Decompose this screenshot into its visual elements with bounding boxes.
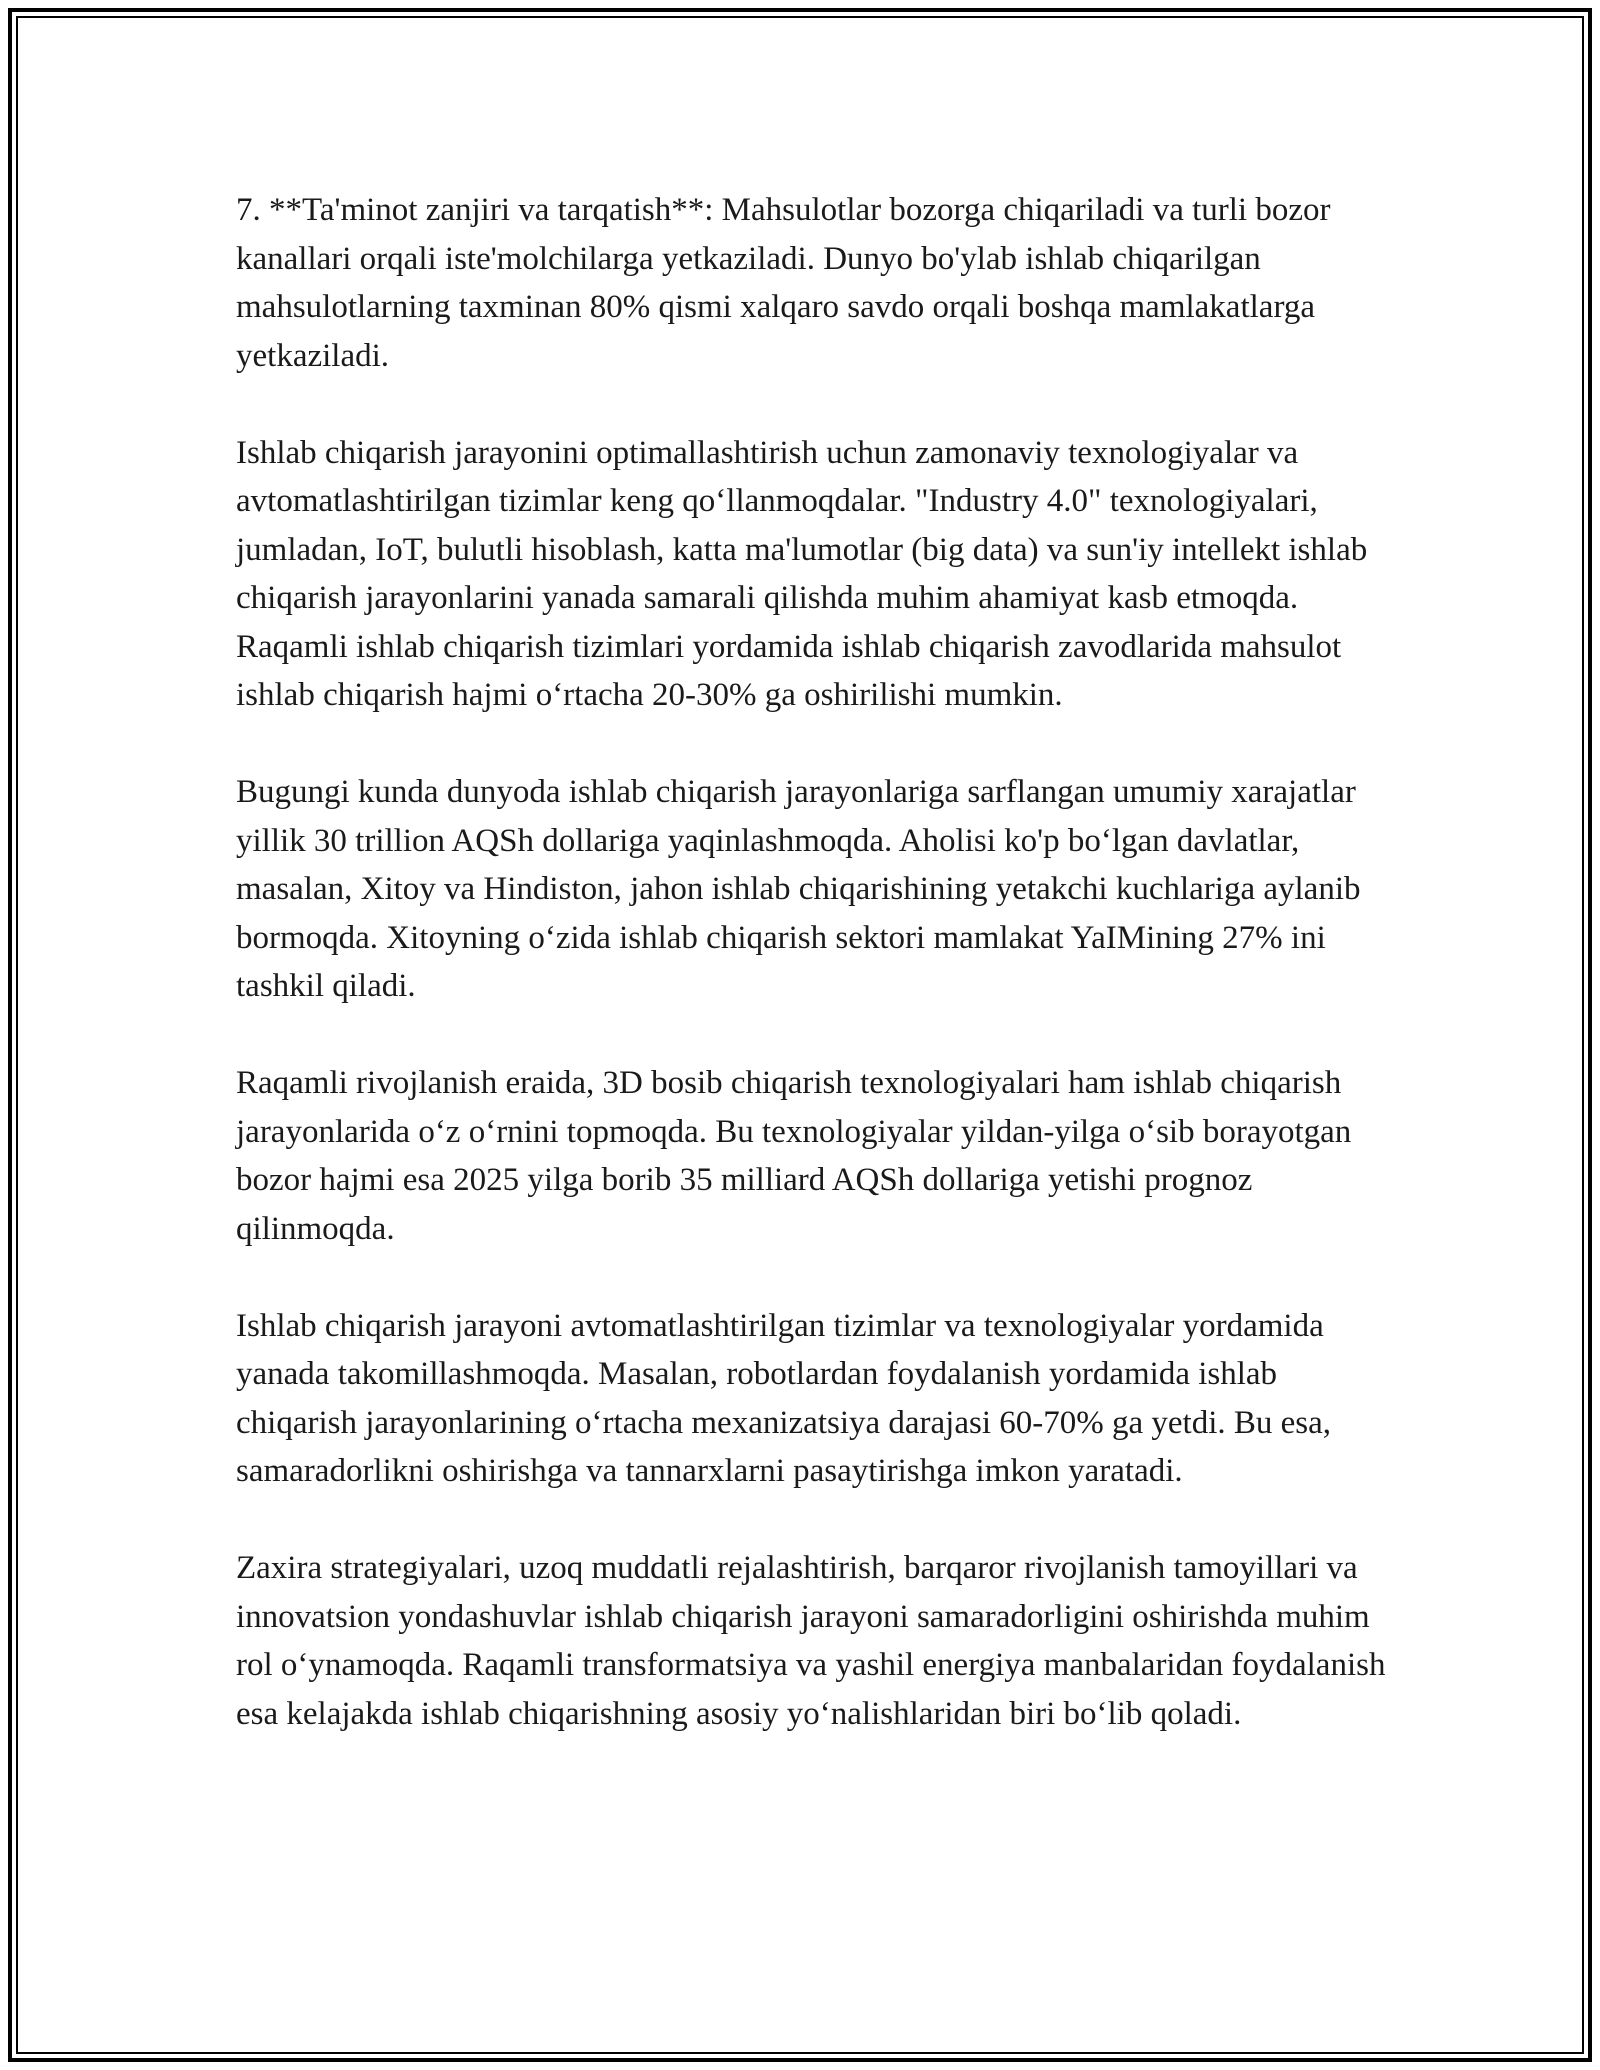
paragraph-3d-printing: Raqamli rivojlanish eraida, 3D bosib chiqarish texnologiyalari ham ishlab chiqarish jarayonlarida o‘z o‘rnini topmoqda. Bu texnologiyalar yildan-yilga o‘sib borayotgan bozor hajmi esa 2025 yilga borib 35 milliard AQSh dollariga yetishi prognoz qilinmoqda. (236, 1065, 1352, 1247)
paragraph-supply-chain: 7. **Ta'minot zanjiri va tarqatish**: Mahsulotlar bozorga chiqariladi va turli bozor kanallari orqali iste'molchilarga yetkaziladi. Dunyo bo'ylab ishlab chiqarilgan mahsulotlarning taxminan 80% qismi xalqaro savdo orqali boshqa mamlakatlarga yetkaziladi. (236, 192, 1331, 374)
paragraph-optimization: Ishlab chiqarish jarayonini optimallashtirish uchun zamonaviy texnologiyalar va avtomatlashtirilgan tizimlar keng qo‘llanmoqdalar. "Industry 4.0" texnologiyalari, jumladan, IoT, bulutli hisoblash, katta ma'lumotlar (big data) va sun'iy intellekt ishlab chiqarish jarayonlarini yanada samarali qilishda muhim ahamiyat kasb etmoqda. Raqamli ishlab chiqarish tizimlari yordamida ishlab chiqarish zavodlarida mahsulot ishlab chiqarish hajmi o‘rtacha 20-30% ga oshirilishi mumkin. (236, 434, 1368, 713)
paragraph-strategies: Zaxira strategiyalari, uzoq muddatli rejalashtirish, barqaror rivojlanish tamoyillari va innovatsion yondashuvlar ishlab chiqarish jarayoni samaradorligini oshirishda muhim rol o‘ynamoqda. Raqamli transformatsiya va yashil energiya manbalaridan foydalanish esa kelajakda ishlab chiqarishning asosiy yo‘nalishlaridan biri bo‘lib qoladi. (236, 1550, 1386, 1732)
document-body (236, 186, 1386, 1738)
paragraph-global-costs: Bugungi kunda dunyoda ishlab chiqarish jarayonlariga sarflangan umumiy xarajatlar yillik 30 trillion AQSh dollariga yaqinlashmoqda. Aholisi ko'p bo‘lgan davlatlar, masalan, Xitoy va Hindiston, jahon ishlab chiqarishining yetakchi kuchlariga aylanib bormoqda. Xitoyning o‘zida ishlab chiqarish sektori mamlakat YaIMining 27% ini tashkil qiladi. (236, 774, 1361, 1004)
paragraph-automation: Ishlab chiqarish jarayoni avtomatlashtirilgan tizimlar va texnologiyalar yordamida yanada takomillashmoqda. Masalan, robotlardan foydalanish yordamida ishlab chiqarish jarayonlarining o‘rtacha mexanizatsiya darajasi 60-70% ga yetdi. Bu esa, samaradorlikni oshirishga va tannarxlarni pasaytirishga imkon yaratadi. (236, 1307, 1332, 1489)
